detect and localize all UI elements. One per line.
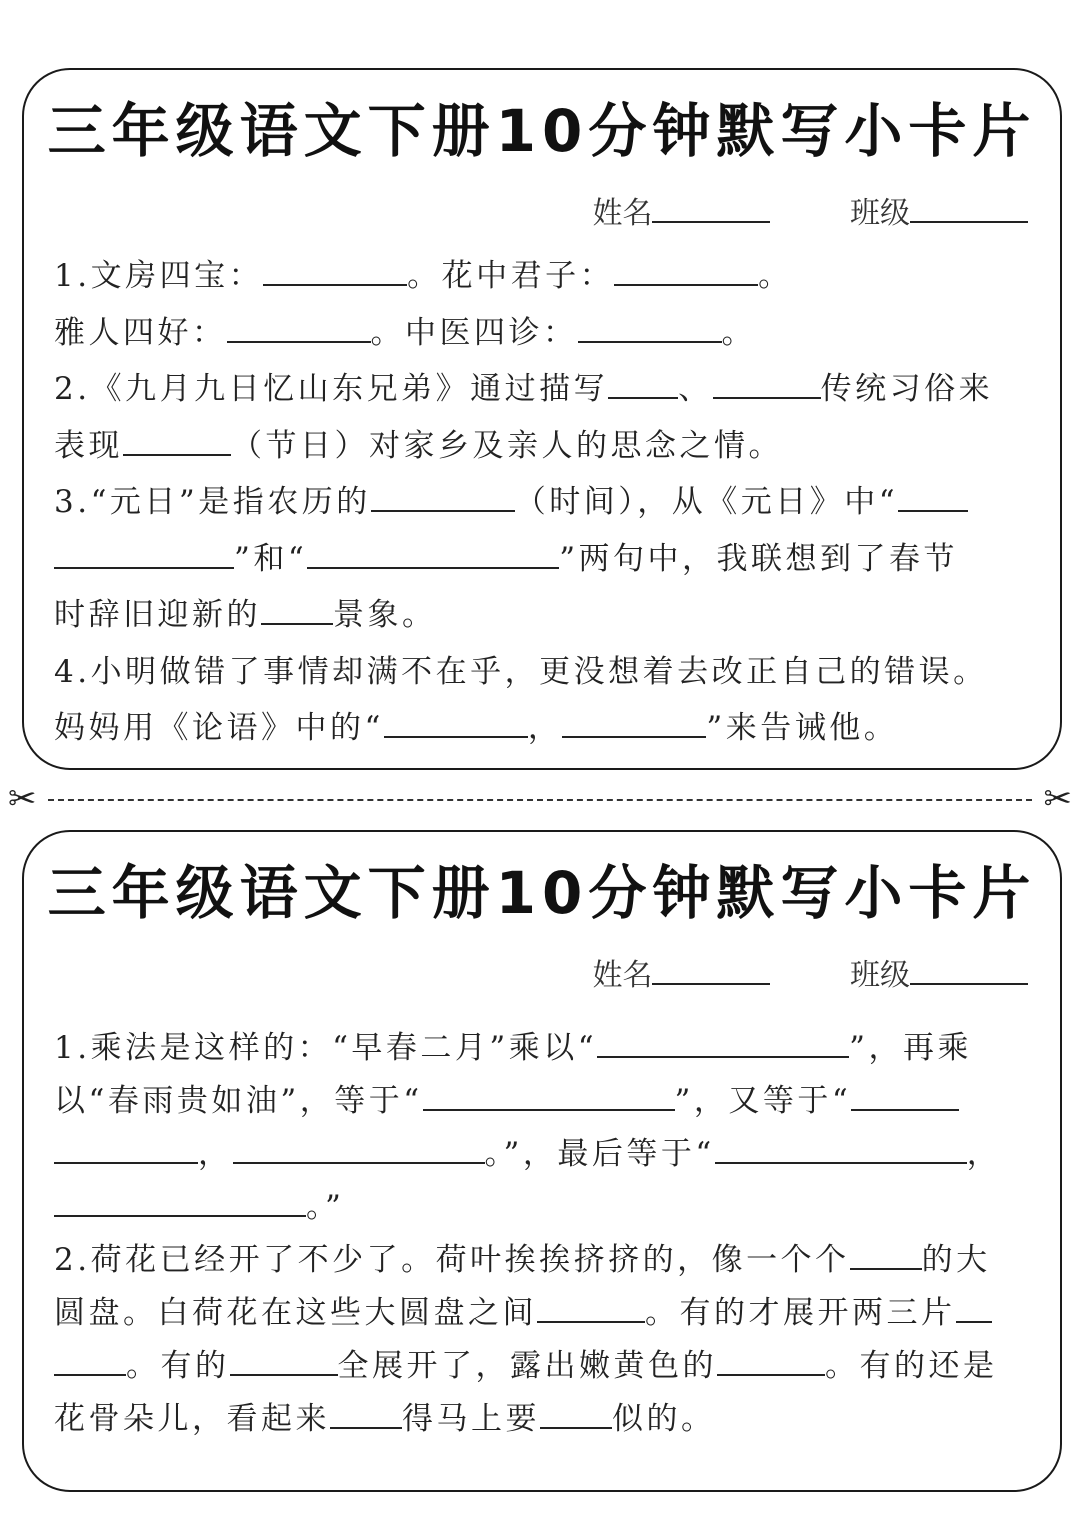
question-text: 圆盘。白荷花在这些大圆盘之间	[54, 1295, 537, 1331]
dictation-card-1	[22, 68, 1062, 770]
question-line	[54, 587, 1034, 644]
question-text: ，	[198, 1136, 233, 1172]
question-text: 花骨朵儿，看起来	[54, 1401, 330, 1437]
answer-blank[interactable]	[54, 1136, 198, 1164]
question-text: 表现	[54, 427, 123, 464]
question-text: 。”	[306, 1189, 345, 1225]
question-text: 传统习俗来	[820, 371, 994, 407]
name-blank[interactable]	[652, 959, 770, 985]
question-line	[54, 305, 1034, 362]
answer-blank[interactable]	[850, 1242, 922, 1270]
answer-blank[interactable]	[423, 1083, 675, 1111]
question-line	[54, 531, 1034, 588]
question-text: ，	[527, 710, 563, 746]
name-class-row	[592, 950, 1028, 994]
answer-blank[interactable]	[537, 1295, 645, 1323]
answer-blank[interactable]	[54, 541, 234, 569]
answer-blank[interactable]	[578, 315, 722, 343]
question-line	[54, 418, 1034, 475]
answer-blank[interactable]	[898, 484, 968, 512]
answer-blank[interactable]	[715, 1136, 967, 1164]
question-text: 3.“元日”是指农历的	[54, 484, 371, 520]
question-text: ”，再乘	[849, 1030, 972, 1066]
question-line	[54, 700, 1034, 757]
question-line	[54, 474, 1034, 531]
answer-blank[interactable]	[717, 1348, 825, 1376]
question-line	[54, 1234, 1034, 1287]
question-text: 1.文房四宝：	[54, 258, 264, 294]
name-class-row	[592, 188, 1028, 232]
dictation-card-2	[22, 830, 1062, 1492]
question-line	[54, 644, 1034, 701]
question-text: ”两句中，我联想到了春节	[559, 540, 959, 577]
question-text: ”，又等于“	[674, 1083, 852, 1119]
card-title: 三年级语文下册10分钟默写小卡片	[47, 97, 1037, 165]
question-text: ，	[966, 1136, 1002, 1172]
question-text: 。有的才展开两三片	[645, 1295, 956, 1331]
answer-blank[interactable]	[851, 1083, 959, 1111]
question-text: 1.乘法是这样的：“早春二月”乘以“	[54, 1030, 598, 1066]
answer-blank[interactable]	[230, 1348, 338, 1376]
class-label: 班级	[850, 958, 910, 993]
question-line	[54, 1287, 1034, 1340]
question-text: ”来告诫他。	[706, 710, 899, 746]
question-text: 的大	[921, 1242, 991, 1278]
name-label: 姓名	[592, 196, 653, 231]
scissors-icon: ✂	[1043, 779, 1072, 819]
question-text: 景象。	[333, 597, 437, 633]
answer-blank[interactable]	[562, 710, 706, 738]
answer-blank[interactable]	[54, 1348, 126, 1376]
answer-blank[interactable]	[307, 541, 559, 569]
question-line	[54, 361, 1034, 418]
answer-blank[interactable]	[384, 710, 528, 738]
question-line	[54, 1340, 1034, 1393]
question-text: 雅人四好：	[54, 314, 227, 351]
question-text: 4.小明做错了事情却满不在乎，更没想着去改正自己的错误。	[54, 653, 988, 690]
question-text: 得马上要	[402, 1401, 540, 1437]
name-blank[interactable]	[652, 197, 770, 223]
answer-blank[interactable]	[227, 315, 371, 343]
question-text: 。中医四诊：	[370, 314, 578, 351]
cut-line	[48, 799, 1032, 801]
answer-blank[interactable]	[330, 1401, 402, 1429]
answer-blank[interactable]	[956, 1295, 992, 1323]
question-text: 妈妈用《论语》中的“	[54, 710, 384, 746]
answer-blank[interactable]	[261, 597, 333, 625]
answer-blank[interactable]	[608, 371, 678, 399]
question-text: 似的。	[612, 1401, 716, 1437]
question-line	[54, 1022, 1034, 1075]
answer-blank[interactable]	[263, 258, 407, 286]
scissors-icon: ✂	[8, 779, 37, 819]
answer-blank[interactable]	[540, 1401, 612, 1429]
question-text: 。	[758, 258, 793, 294]
question-text: 以“春雨贵如油”，等于“	[54, 1083, 423, 1119]
question-text: （时间），从《元日》中“	[514, 484, 899, 520]
class-label: 班级	[850, 196, 910, 231]
question-text: 。	[721, 314, 756, 351]
answer-blank[interactable]	[614, 258, 758, 286]
question-text: 。有的还是	[825, 1348, 998, 1384]
class-blank[interactable]	[910, 959, 1028, 985]
question-line	[54, 1128, 1034, 1181]
answer-blank[interactable]	[597, 1030, 849, 1058]
question-text: 。花中君子：	[407, 258, 615, 294]
question-text: ”和“	[234, 540, 308, 577]
question-text: 。有的	[126, 1348, 230, 1384]
question-text: 。”，最后等于“	[484, 1136, 715, 1172]
card-questions	[54, 248, 1034, 757]
question-text: （节日）对家乡及亲人的思念之情。	[231, 427, 783, 464]
question-text: 时辞旧迎新的	[54, 597, 261, 633]
question-text: 、	[678, 371, 713, 407]
answer-blank[interactable]	[233, 1136, 485, 1164]
question-text: 全展开了，露出嫩黄色的	[337, 1348, 717, 1384]
card-title: 三年级语文下册10分钟默写小卡片	[47, 859, 1037, 927]
question-line	[54, 1075, 1034, 1128]
question-line	[54, 248, 1034, 305]
question-text: 2.荷花已经开了不少了。荷叶挨挨挤挤的，像一个个	[54, 1242, 850, 1278]
answer-blank[interactable]	[123, 428, 231, 456]
question-line	[54, 1181, 1034, 1234]
answer-blank[interactable]	[371, 484, 515, 512]
question-text: 2.《九月九日忆山东兄弟》通过描写	[54, 371, 609, 407]
name-label: 姓名	[592, 958, 653, 993]
question-line	[54, 1393, 1034, 1446]
answer-blank[interactable]	[54, 1189, 306, 1217]
class-blank[interactable]	[910, 197, 1028, 223]
answer-blank[interactable]	[713, 371, 821, 399]
card-questions	[54, 1022, 1034, 1446]
